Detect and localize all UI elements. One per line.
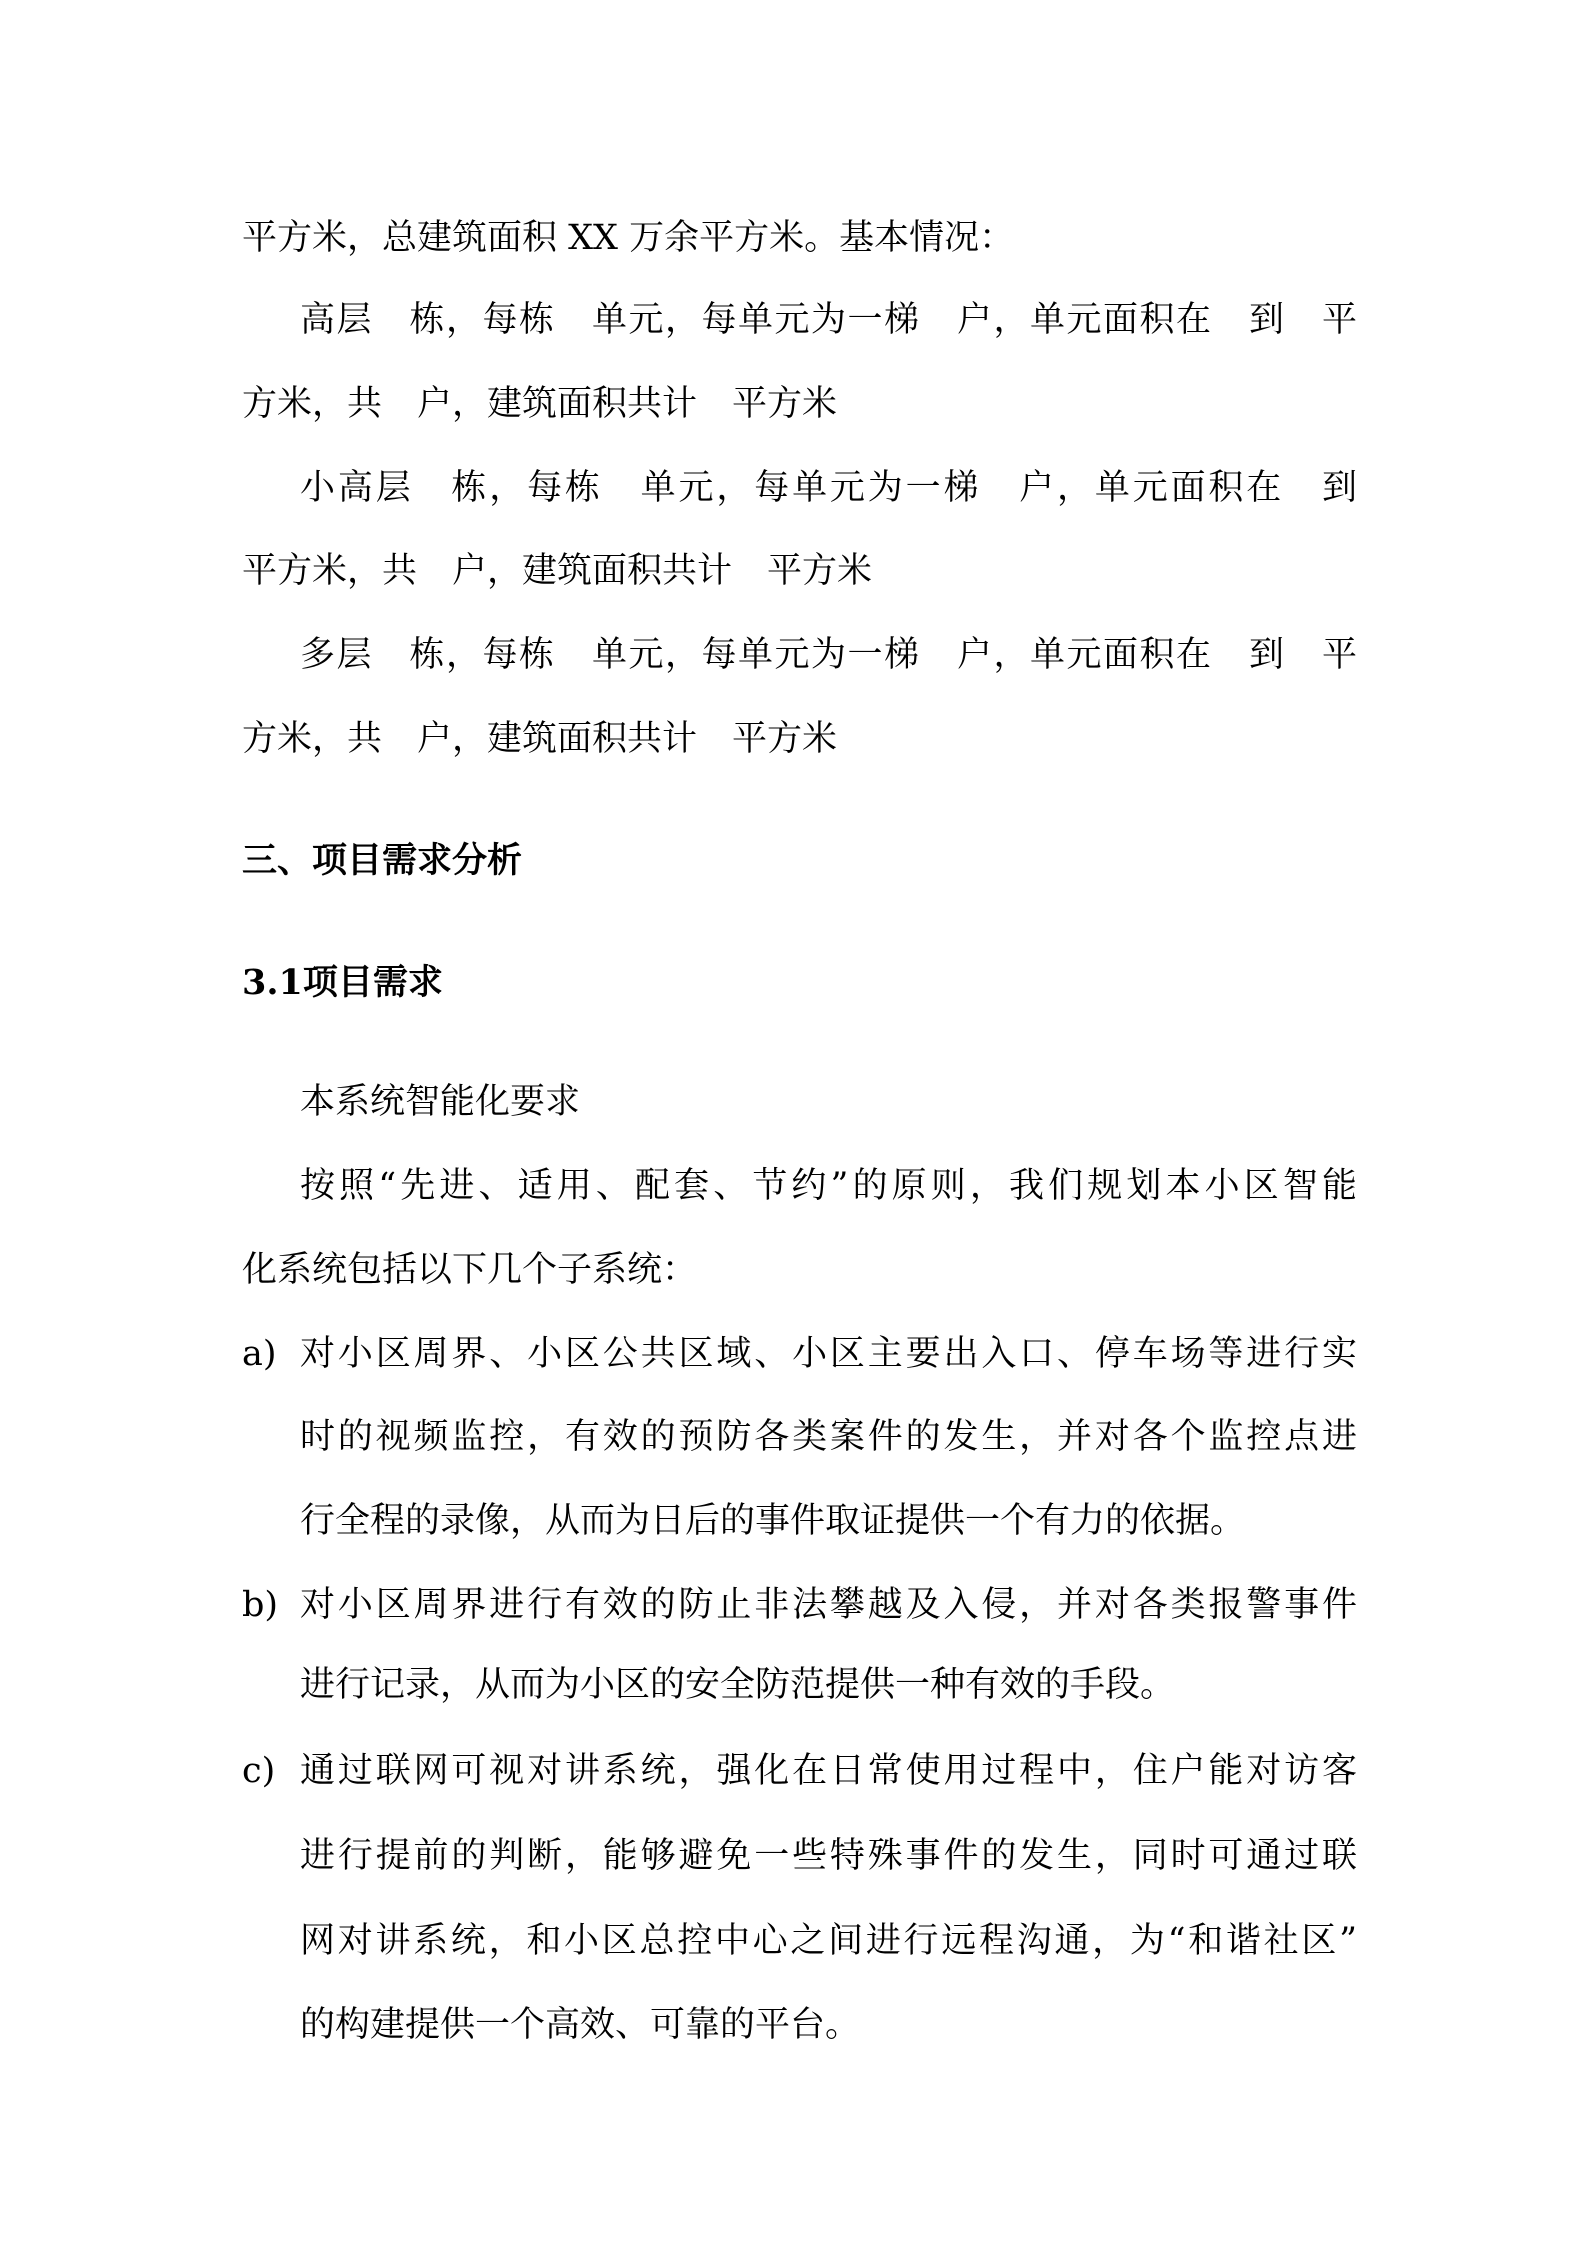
paragraph-line: 平方米，总建筑面积 XX 万余平方米。基本情况： [242, 218, 1015, 258]
mid-rise-line: 小高层 栋，每栋 单元，每单元为一梯 户，单元面积在 到 [300, 468, 1357, 508]
list-item-line: 对小区周界、小区公共区域、小区主要出入口、停车场等进行实 [300, 1334, 1357, 1374]
list-item-line: 进行提前的判断，能够避免一些特殊事件的发生，同时可通过联 [300, 1836, 1357, 1876]
list-label: b) [242, 1585, 279, 1625]
paragraph-line: 按照“先进、适用、配套、节约”的原则，我们规划本小区智能 [300, 1166, 1357, 1206]
list-item-line: 行全程的录像，从而为日后的事件取证提供一个有力的依据。 [300, 1501, 1246, 1541]
high-rise-line: 方米，共 户，建筑面积共计 平方米 [242, 384, 838, 424]
list-item-line: 进行记录，从而为小区的安全防范提供一种有效的手段。 [300, 1665, 1176, 1705]
high-rise-line: 高层 栋，每栋 单元，每单元为一梯 户，单元面积在 到 平 [300, 300, 1357, 340]
multi-storey-line: 多层 栋，每栋 单元，每单元为一梯 户，单元面积在 到 平 [300, 635, 1357, 675]
subsection-heading: 3.1项目需求 [242, 962, 443, 1003]
mid-rise-line: 平方米，共 户，建筑面积共计 平方米 [242, 551, 873, 591]
list-item-line: 网对讲系统，和小区总控中心之间进行远程沟通，为“和谐社区” [300, 1921, 1357, 1961]
paragraph-line: 本系统智能化要求 [300, 1082, 581, 1122]
list-item-line: 时的视频监控，有效的预防各类案件的发生，并对各个监控点进 [300, 1417, 1357, 1457]
list-label: c) [242, 1751, 276, 1791]
multi-storey-line: 方米，共 户，建筑面积共计 平方米 [242, 719, 838, 759]
list-item-line: 的构建提供一个高效、可靠的平台。 [300, 2005, 861, 2045]
list-item-line: 对小区周界进行有效的防止非法攀越及入侵，并对各类报警事件 [300, 1585, 1357, 1625]
list-item-line: 通过联网可视对讲系统，强化在日常使用过程中，住户能对访客 [300, 1751, 1357, 1791]
list-label: a) [242, 1334, 277, 1374]
section-heading: 三、项目需求分析 [242, 840, 523, 881]
paragraph-line: 化系统包括以下几个子系统： [242, 1250, 698, 1290]
